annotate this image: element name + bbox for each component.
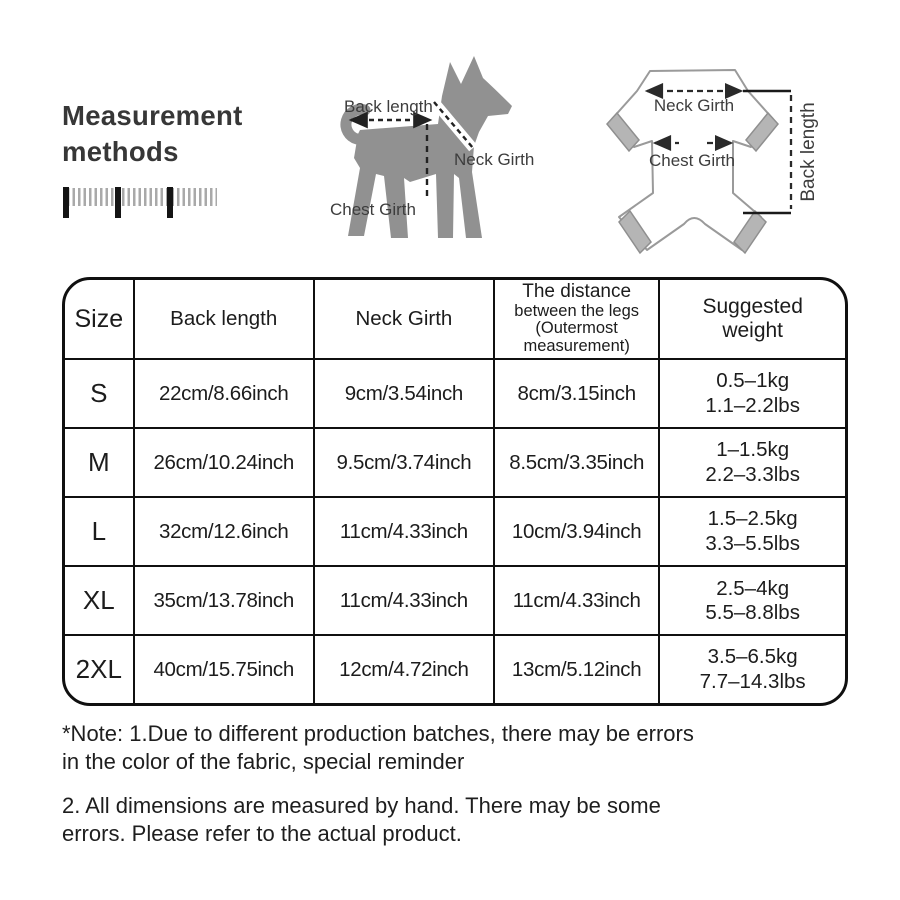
dog-neck-girth-label: Neck Girth	[454, 150, 535, 169]
size-table-container	[62, 277, 848, 706]
weight-kg: 1.5–2.5kg	[707, 507, 798, 531]
back-length-cell: 22cm/8.66inch	[134, 359, 314, 428]
size-cell: L	[65, 497, 134, 566]
weight-kg: 1–1.5kg	[716, 438, 790, 462]
size-cell: XL	[65, 566, 134, 635]
note-2-line2: errors. Please refer to the actual product.	[62, 820, 462, 846]
ruler-icon	[63, 187, 221, 218]
back-length-cell: 26cm/10.24inch	[134, 428, 314, 497]
weight-kg: 3.5–6.5kg	[707, 645, 798, 669]
header-suggested-weight-line1: Suggested	[702, 294, 803, 318]
weight-cell	[659, 635, 845, 703]
leg-distance-cell: 13cm/5.12inch	[494, 635, 659, 703]
table-header-row	[65, 280, 845, 359]
header-back-length: Back length	[134, 280, 314, 359]
leg-distance-cell: 10cm/3.94inch	[494, 497, 659, 566]
size-cell: M	[65, 428, 134, 497]
dog-chest-girth-label: Chest Girth	[330, 200, 416, 219]
dog-back-length-label: Back length	[344, 97, 433, 116]
back-length-cell: 32cm/12.6inch	[134, 497, 314, 566]
weight-cell	[659, 359, 845, 428]
neck-girth-cell: 9.5cm/3.74inch	[314, 428, 494, 497]
size-cell: S	[65, 359, 134, 428]
table-row-2xl	[65, 635, 845, 703]
weight-lbs: 5.5–8.8lbs	[705, 600, 800, 624]
ruler-minor-ticks	[67, 188, 217, 206]
header-leg-distance-line1: The distance	[522, 281, 632, 303]
weight-cell	[659, 566, 845, 635]
back-length-cell: 40cm/15.75inch	[134, 635, 314, 703]
header-leg-distance	[494, 280, 659, 359]
garment-measurement-diagram	[593, 53, 830, 265]
weight-kg: 0.5–1kg	[716, 369, 790, 393]
header-leg-distance-line3: (Outermost	[535, 319, 618, 338]
leg-distance-cell: 8.5cm/3.35inch	[494, 428, 659, 497]
garment-chest-girth-label: Chest Girth	[649, 151, 735, 170]
header-suggested-weight-line2: weight	[722, 319, 784, 342]
neck-girth-cell: 12cm/4.72inch	[314, 635, 494, 703]
weight-lbs: 7.7–14.3lbs	[699, 669, 806, 693]
page-title-line1: Measurement	[62, 100, 243, 131]
garment-back-length-label: Back length	[798, 102, 819, 202]
header-size: Size	[65, 280, 134, 359]
neck-girth-cell: 9cm/3.54inch	[314, 359, 494, 428]
leg-distance-cell: 8cm/3.15inch	[494, 359, 659, 428]
weight-cell	[659, 428, 845, 497]
note-1	[62, 720, 882, 776]
table-row-l	[65, 497, 845, 566]
size-cell: 2XL	[65, 635, 134, 703]
weight-lbs: 3.3–5.5lbs	[705, 531, 800, 555]
weight-lbs: 2.2–3.3lbs	[705, 462, 800, 486]
leg-distance-cell: 11cm/4.33inch	[494, 566, 659, 635]
page-title	[62, 98, 243, 171]
back-length-cell: 35cm/13.78inch	[134, 566, 314, 635]
ruler-major-tick	[167, 187, 173, 218]
garment-neck-girth-label: Neck Girth	[653, 96, 735, 115]
note-2	[62, 792, 882, 848]
header-leg-distance-line4: measurement)	[523, 337, 630, 356]
weight-kg: 2.5–4kg	[716, 576, 790, 600]
weight-cell	[659, 497, 845, 566]
neck-girth-cell: 11cm/4.33inch	[314, 497, 494, 566]
note-1-line2: in the color of the fabric, special reminder	[62, 748, 465, 774]
note-2-line1: 2. All dimensions are measured by hand. There may be some	[62, 792, 661, 818]
neck-girth-cell: 11cm/4.33inch	[314, 566, 494, 635]
size-table	[65, 280, 845, 703]
note-1-line1: *Note: 1.Due to different production batches, there may be errors	[62, 721, 694, 746]
page-title-line2: methods	[62, 136, 179, 168]
ruler-major-tick	[115, 187, 121, 218]
table-row-s	[65, 359, 845, 428]
table-row-m	[65, 428, 845, 497]
weight-lbs: 1.1–2.2lbs	[705, 393, 800, 417]
dog-measurement-diagram	[320, 46, 598, 260]
header-neck-girth: Neck Girth	[314, 280, 494, 359]
header-suggested-weight	[659, 280, 845, 359]
notes-section	[62, 720, 882, 864]
table-row-xl	[65, 566, 845, 635]
header-leg-distance-line2: between the legs	[514, 301, 640, 320]
ruler-major-tick	[63, 187, 69, 218]
